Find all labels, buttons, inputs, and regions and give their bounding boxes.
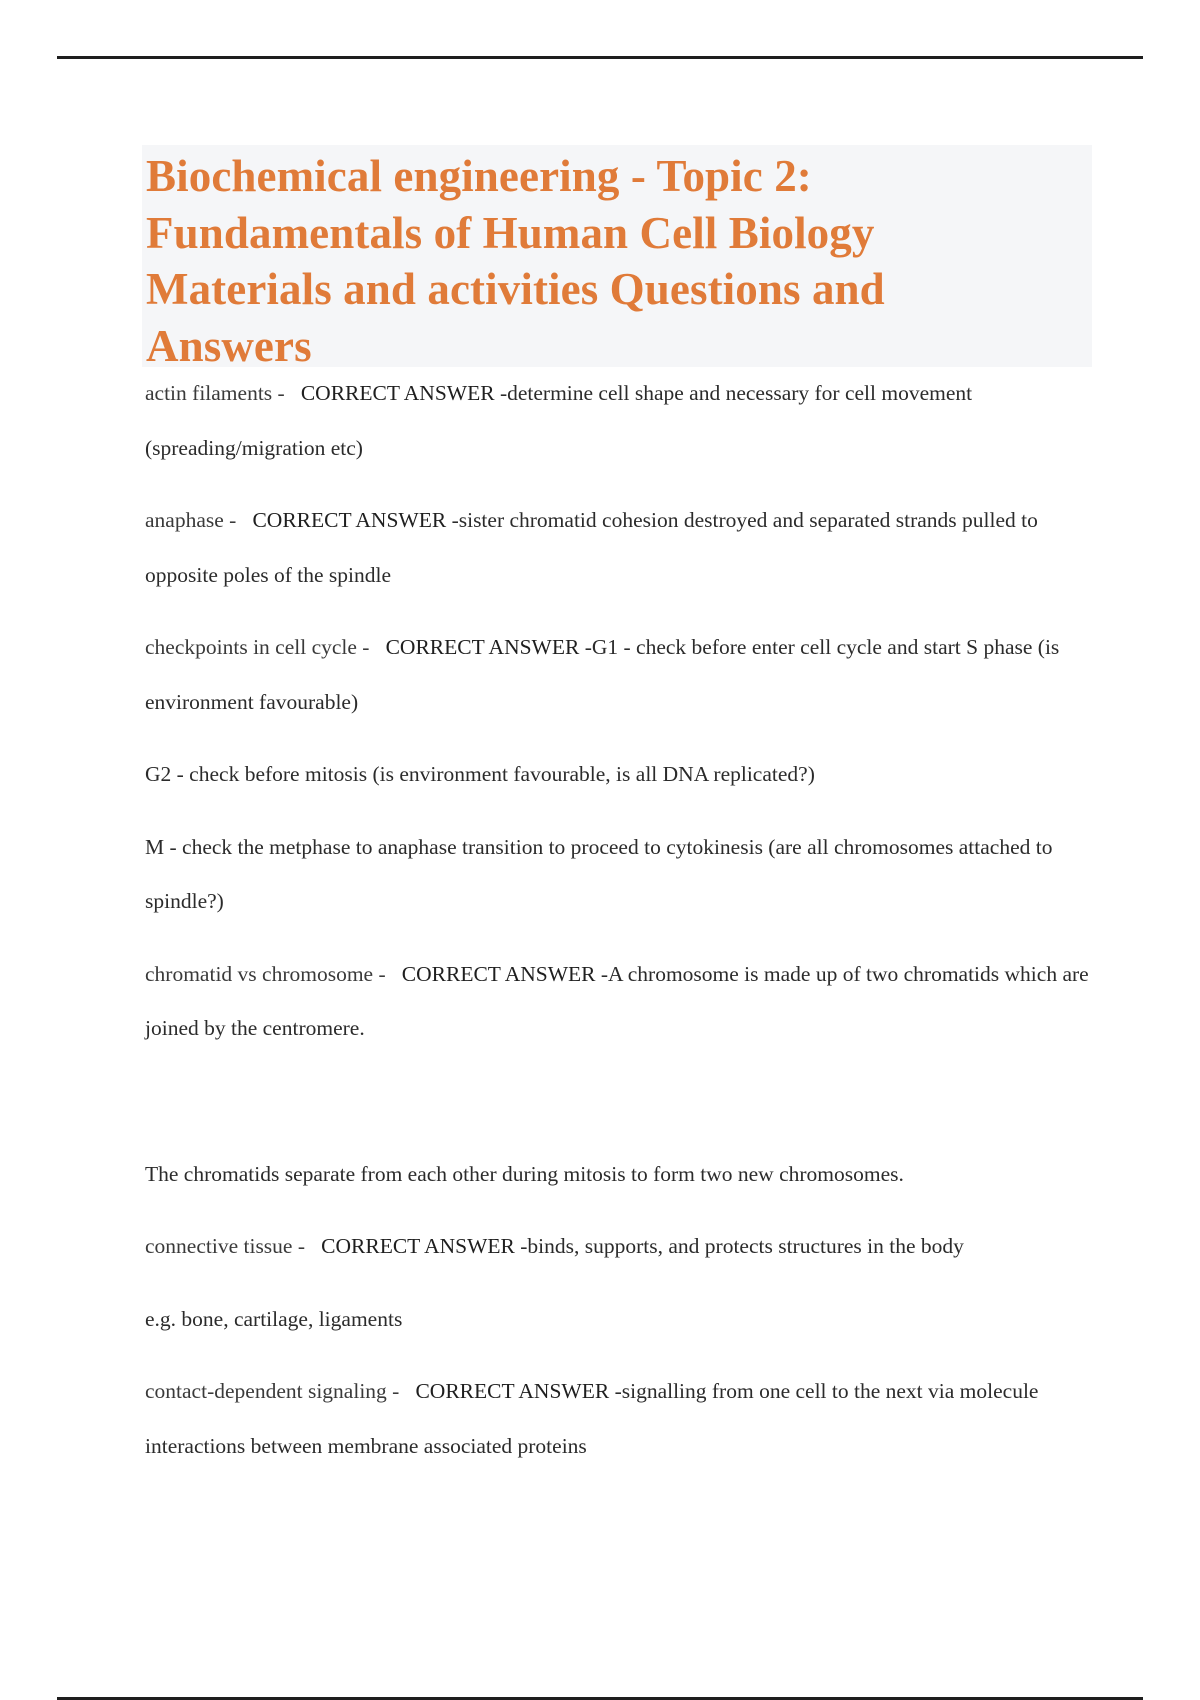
document-title [146, 148, 1046, 374]
answer-continuation-g2: G2 - check before mitosis (is environment favourable, is all DNA replicated?) [145, 762, 815, 786]
answer-continuation-examples: e.g. bone, cartilage, ligaments [145, 1306, 403, 1331]
correct-answer-label: CORRECT ANSWER [415, 1379, 610, 1403]
answer-text: -G1 - check before enter cell cycle and start S phase (is environment favourable) [145, 635, 1060, 714]
question-text: actin filaments - [145, 381, 285, 405]
correct-answer-label: CORRECT ANSWER [385, 635, 580, 659]
question-text: connective tissue - [145, 1234, 306, 1258]
title-line-1: Biochemical engineering - Topic 2: [146, 151, 812, 201]
correct-answer-label: CORRECT ANSWER [321, 1234, 515, 1258]
question-text: anaphase - [145, 508, 237, 532]
answer-text: -signalling from one cell to the next via molecule interactions between membrane associated proteins [145, 1379, 1039, 1458]
qa-entry-chromatid-vs-chromosome [145, 947, 1105, 1056]
question-text: contact-dependent signaling - [145, 1379, 400, 1403]
title-line-4: Answers [146, 320, 312, 371]
answer-text: -determine cell shape and necessary for cell movement (spreading/migration etc) [145, 381, 973, 460]
answer-text: -A chromosome is made up of two chromatids which are joined by the centromere. [145, 961, 1089, 1040]
document-body [145, 366, 1105, 1491]
title-line-2: Fundamentals of Human Cell Biology [146, 207, 875, 258]
question-text: checkpoints in cell cycle - [145, 635, 370, 659]
qa-entry-connective-tissue [145, 1219, 1105, 1274]
qa-entry-checkpoints [145, 620, 1105, 729]
correct-answer-label: CORRECT ANSWER [300, 381, 495, 405]
question-text: chromatid vs chromosome - [145, 961, 386, 986]
answer-text: -sister chromatid cohesion destroyed and separated strands pulled to opposite poles of the spindle [145, 508, 1038, 587]
qa-entry-actin-filaments [145, 366, 1105, 475]
correct-answer-label: CORRECT ANSWER [252, 508, 447, 532]
answer-continuation-m: M - check the metphase to anaphase transition to proceed to cytokinesis (are all chromosomes attached to spindle?) [145, 834, 1053, 913]
qa-entry-anaphase [145, 493, 1105, 602]
title-line-3: Materials and activities Questions and [146, 264, 885, 314]
blank-spacer [145, 1074, 1105, 1147]
top-horizontal-rule [57, 56, 1143, 59]
answer-text: -binds, supports, and protects structures in the body [520, 1234, 964, 1258]
qa-entry-contact-dependent-signaling [145, 1364, 1105, 1473]
correct-answer-label: CORRECT ANSWER [401, 961, 596, 986]
answer-continuation-chromatids: The chromatids separate from each other during mitosis to form two new chromosomes. [145, 1161, 904, 1186]
